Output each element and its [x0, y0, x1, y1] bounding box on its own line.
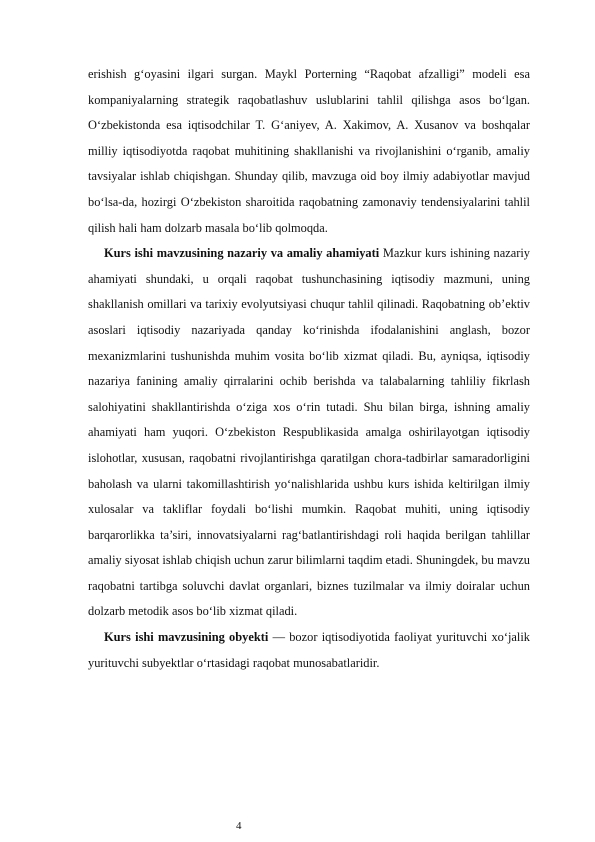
object-body: — bozor iqtisodiyotida faoliyat yurituvchi xo‘jalik yurituvchi subyektlar o‘rtasidagi raqobat munosabatlaridir.	[88, 630, 530, 670]
page-number: 4	[236, 820, 242, 832]
significance-body: Mazkur kurs ishining nazariy ahamiyati shundaki, u orqali raqobat tushunchasining iqtisodiy mazmuni, uning shakllanish omillari va tarixiy evolyutsiyasi chuqur tahlil qilinadi. Raqobatning ob’ektiv asoslari iqtisodiy nazariyada qanday ko‘rinishda ifodalanishini anglash, bozor mexanizmlarini tushunishda muhim vosita bo‘lib xizmat qiladi. Bu, ayniqsa, iqtisodiy nazariya fanining amaliy qirralarini ochib berishda va talabalarning tahliliy fikrlash salohiyatini shakllantirishda o‘ziga xos o‘rin tutadi. Shu bilan birga, ishning amaliy ahamiyati ham yuqori. O‘zbekiston Respublikasida amalga oshirilayotgan iqtisodiy islohotlar, xususan, raqobatni rivojlantirishga qaratilgan chora-tadbirlar samaradorligini baholash va ularni takomillashtirish yo‘nalishlarida ushbu kurs ishida keltirilgan ilmiy xulosalar va takliflar foydali bo‘lishi mumkin. Raqobat muhiti, uning iqtisodiy barqarorlikka ta’siri, innovatsiyalarni rag‘batlantirishdagi roli haqida berilgan tahlillar amaliy siyosat ishlab chiqish uchun zarur bilimlarni taqdim etadi. Shuningdek, bu mavzu raqobatni tartibga soluvchi davlat organlari, biznes tuzilmalar va ilmiy doiralar uchun dolzarb metodik asos bo‘lib xizmat qiladi.	[88, 246, 531, 619]
significance-heading: Kurs ishi mavzusining nazariy va amaliy ahamiyati	[104, 246, 380, 261]
object-paragraph	[88, 625, 530, 676]
significance-paragraph	[88, 241, 530, 625]
object-heading: Kurs ishi mavzusining obyekti	[104, 630, 269, 645]
body-paragraph: erishish g‘oyasini ilgari surgan. Maykl Porterning “Raqobat afzalligi” modeli esa kompaniyalarning strategik raqobatlashuv uslublarini tahlil qilishga asos bo‘lgan. O‘zbekistonda esa iqtisodchilar T. G‘aniyev, A. Xakimov, A. Xusanov va boshqalar milliy iqtisodiyotda raqobat muhitining shakllanishi va rivojlanishini o‘rganib, amaliy tavsiyalar ishlab chiqishgan. Shunday qilib, mavzuga oid boy ilmiy adabiyotlar mavjud bo‘lsa-da, hozirgi O‘zbekiston sharoitida raqobatning zamonaviy tendensiyalarini tahlil qilish hali ham dolzarb masala bo‘lib qolmoqda.	[88, 67, 530, 235]
document-page	[88, 62, 530, 676]
